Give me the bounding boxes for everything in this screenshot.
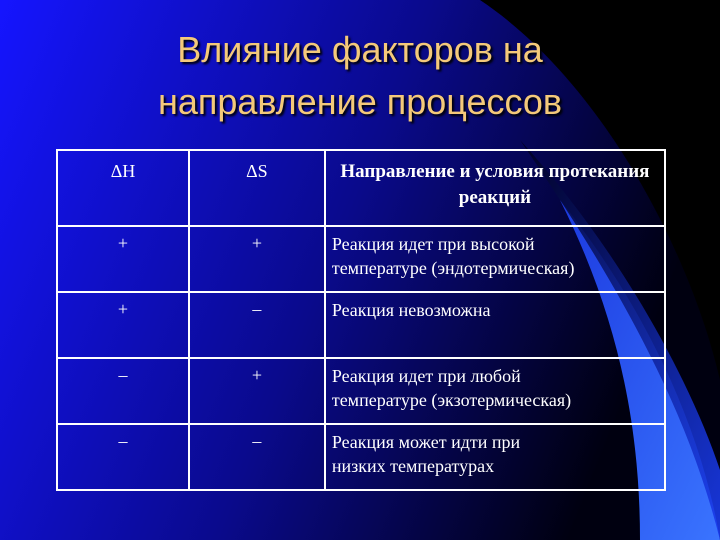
header-cell-direction <box>325 150 665 226</box>
title-line: направление процессов <box>157 81 563 122</box>
delta-s-cell <box>189 292 325 358</box>
sign-value: + <box>117 233 129 253</box>
delta-h-label: ΔH <box>110 161 136 181</box>
table-row <box>57 292 665 358</box>
sign-value: – <box>252 299 262 319</box>
delta-h-cell <box>57 358 189 424</box>
description-text: Реакция невозможна <box>331 300 491 320</box>
header-cell-delta-h <box>57 150 189 226</box>
table-header-row <box>57 150 665 226</box>
delta-s-label: ΔS <box>246 161 268 181</box>
header-cell-delta-s <box>189 150 325 226</box>
direction-label: Направление и условия протекания реакций <box>340 161 650 208</box>
sign-value: – <box>118 365 128 385</box>
table-row <box>57 358 665 424</box>
title-line: Влияние факторов на <box>177 29 543 70</box>
delta-s-cell <box>189 226 325 292</box>
delta-h-cell <box>57 292 189 358</box>
thermodynamics-table <box>56 149 666 491</box>
description-cell <box>325 292 665 358</box>
sign-value: + <box>117 299 129 319</box>
description-cell <box>325 424 665 490</box>
sign-value: – <box>252 431 262 451</box>
sign-value: – <box>118 431 128 451</box>
sign-value: + <box>251 233 262 253</box>
description-text: Реакция идет при любой температуре (экзотермическая) <box>331 366 572 410</box>
description-cell <box>325 226 665 292</box>
table-row <box>57 424 665 490</box>
delta-s-cell <box>189 358 325 424</box>
page-title <box>20 24 700 128</box>
delta-h-cell <box>57 226 189 292</box>
description-text: Реакция может идти при низких температурах <box>331 432 521 476</box>
sign-value: + <box>251 365 262 385</box>
table-row <box>57 226 665 292</box>
description-cell <box>325 358 665 424</box>
description-text: Реакция идет при высокой температуре (эндотермическая) <box>331 234 575 278</box>
delta-h-cell <box>57 424 189 490</box>
delta-s-cell <box>189 424 325 490</box>
